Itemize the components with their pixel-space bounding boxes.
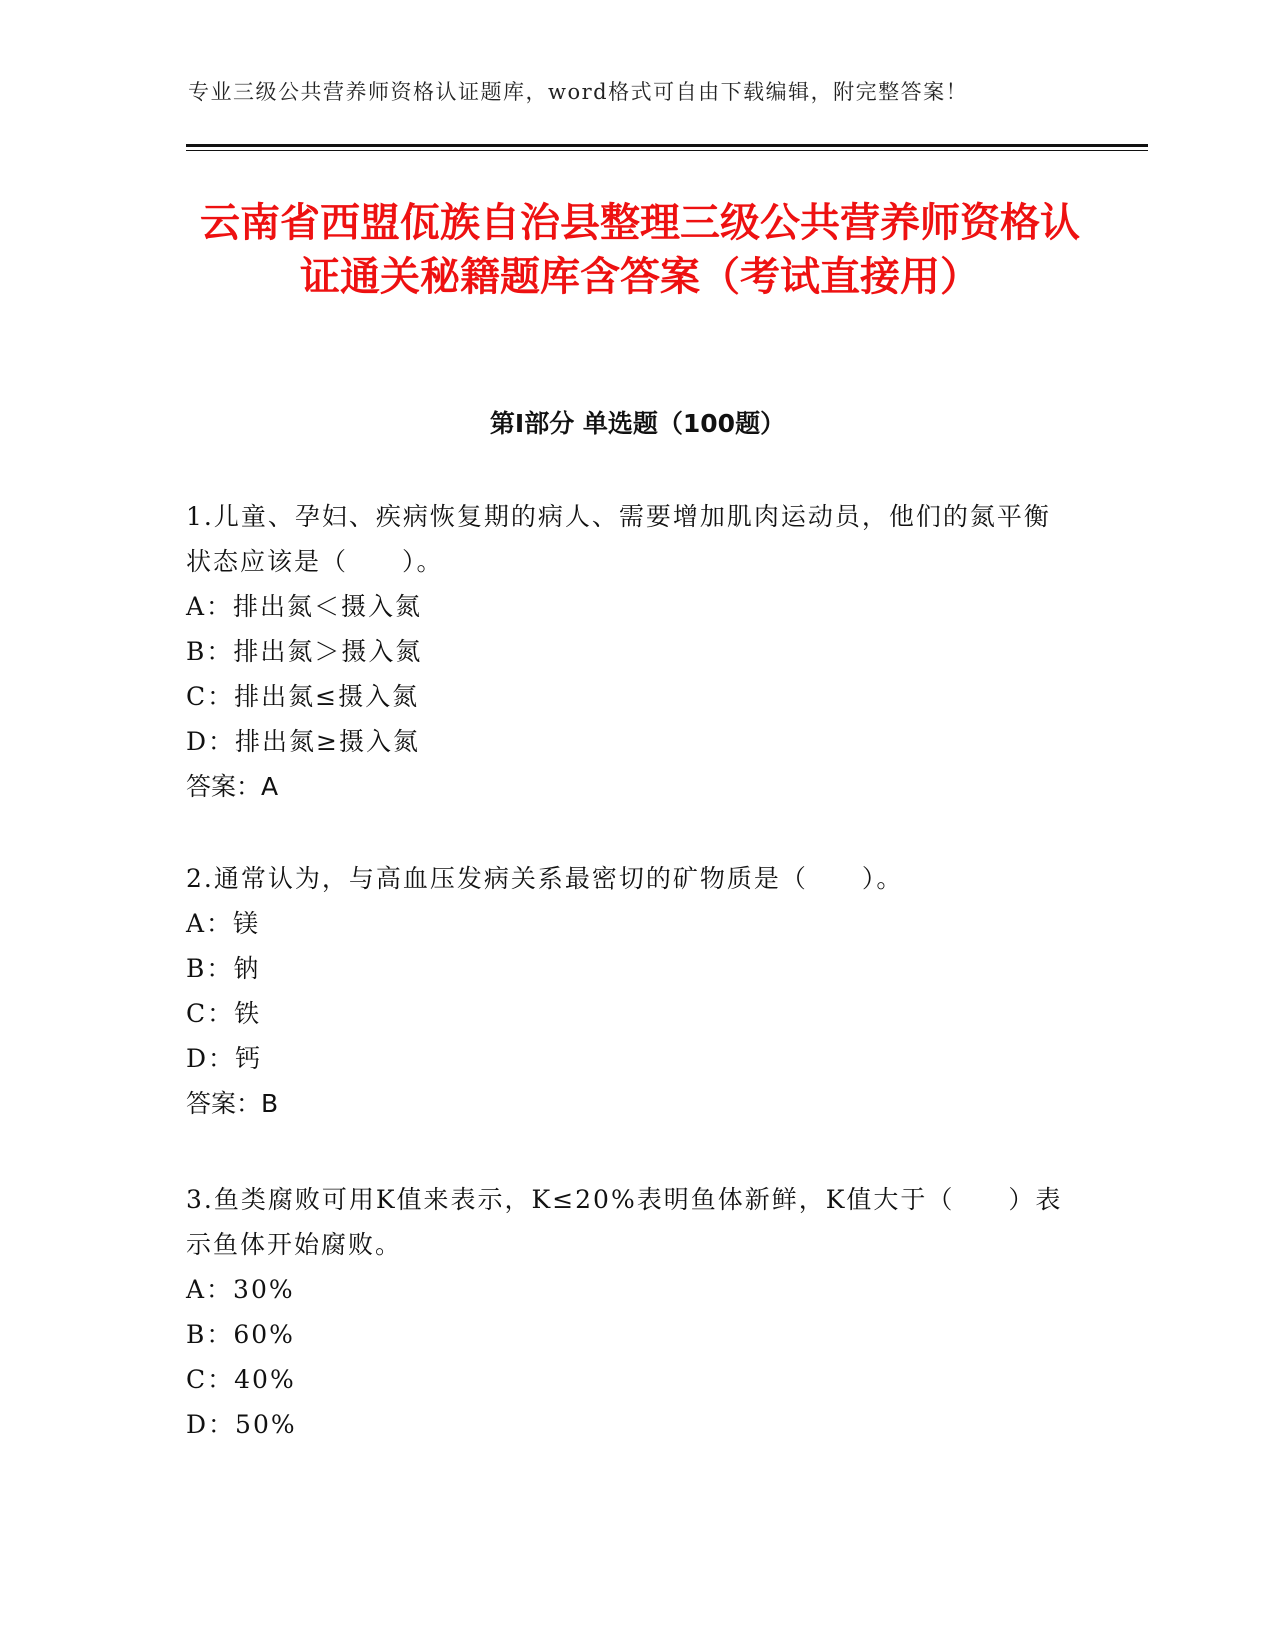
header-rule xyxy=(186,144,1148,147)
answer: 答案：B xyxy=(186,1089,279,1118)
option-a: A：排出氮＜摄入氮 xyxy=(186,592,423,621)
option-b: B：钠 xyxy=(186,954,261,983)
option-c: C：铁 xyxy=(186,999,262,1028)
option-a: A：30% xyxy=(186,1275,295,1304)
option-d: D：排出氮≥摄入氮 xyxy=(186,727,420,756)
question-3 xyxy=(186,1177,1066,1447)
question-1 xyxy=(186,494,1066,809)
option-c: C：40% xyxy=(186,1365,296,1394)
header-note: 专业三级公共营养师资格认证题库，word格式可自由下载编辑，附完整答案！ xyxy=(188,80,969,104)
option-b: B：60% xyxy=(186,1320,295,1349)
option-d: D：钙 xyxy=(186,1044,263,1073)
document-title: 云南省西盟佤族自治县整理三级公共营养师资格认证通关秘籍题库含答案（考试直接用） xyxy=(200,200,1080,300)
question-stem: 1.儿童、孕妇、疾病恢复期的病人、需要增加肌肉运动员，他们的氮平衡状态应该是（ ）。 xyxy=(186,502,1051,576)
answer: 答案：A xyxy=(186,772,279,801)
section-title: 第I部分 单选题（100题） xyxy=(489,409,786,438)
question-stem: 3.鱼类腐败可用K值来表示，K≤20%表明鱼体新鲜，K值大于（ ）表示鱼体开始腐败。 xyxy=(186,1185,1063,1259)
option-d: D：50% xyxy=(186,1410,297,1439)
option-a: A：镁 xyxy=(186,909,261,938)
question-2 xyxy=(186,856,1066,1126)
question-stem: 2.通常认为，与高血压发病关系最密切的矿物质是（ ）。 xyxy=(186,864,904,893)
header-rule-thin xyxy=(186,150,1148,151)
option-c: C：排出氮≤摄入氮 xyxy=(186,682,420,711)
option-b: B：排出氮＞摄入氮 xyxy=(186,637,423,666)
